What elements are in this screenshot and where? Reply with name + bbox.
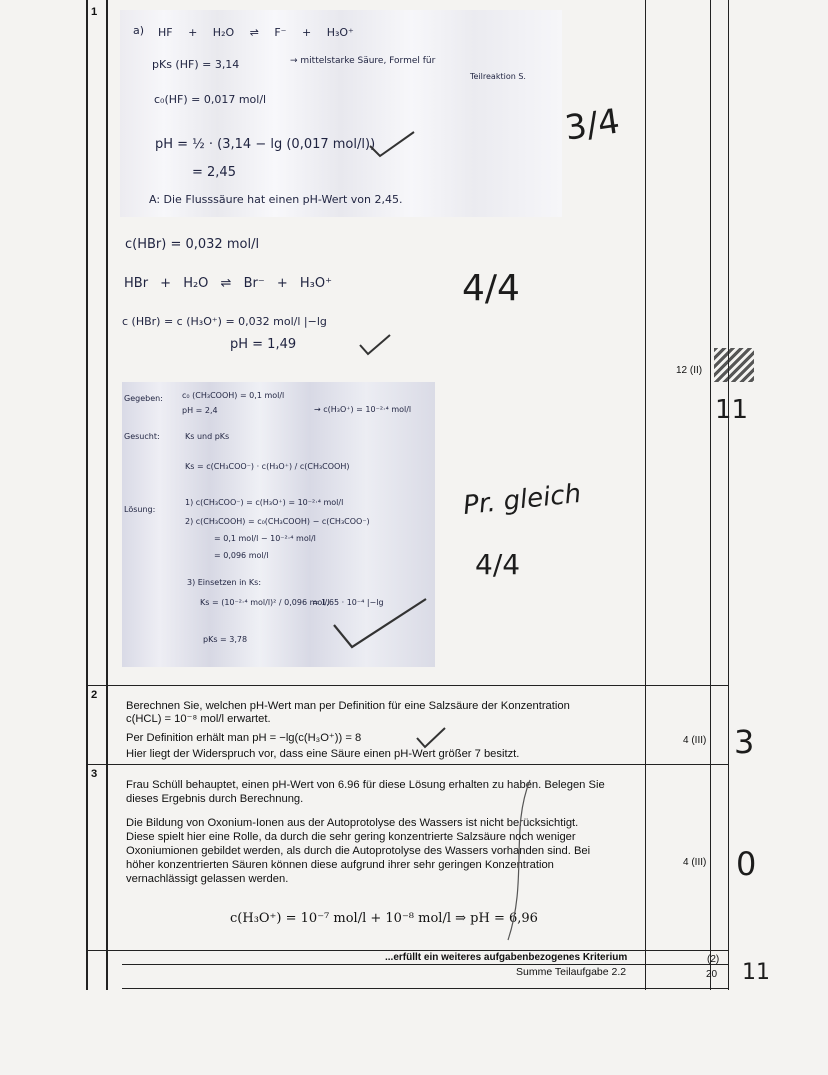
handwriting-photo-a (120, 10, 562, 217)
grader-score-c: 4/4 (475, 548, 521, 581)
points-task1: 12 (II) (676, 365, 703, 376)
row-number-2: 2 (91, 689, 98, 701)
answer-hf: A: Die Flusssäure hat einen pH-Wert von 2,45. (149, 193, 403, 206)
gesucht-values: Ks und pKs (185, 432, 230, 441)
pks-result: pKs = 3,78 (203, 635, 248, 644)
task3-formula: c(H₃O⁺) = 10⁻⁷ mol/l + 10⁻⁸ mol/l ⇒ pH = 6,96 (230, 911, 538, 926)
c0-hf: c₀(HF) = 0,017 mol/l (154, 93, 267, 106)
task3-paragraph-1: Die Bildung von Oxonium-Ionen aus der Autoprotolyse des Wassers ist nicht berücksichtigt. (126, 817, 579, 829)
pks-note-2: Teilreaktion S. (470, 72, 526, 81)
pks-note: → mittelstarke Säure, Formel für (290, 56, 436, 66)
task2-answer-line2: Hier liegt der Widerspruch vor, dass eine Säure einen pH-Wert größer 7 besitzt. (126, 748, 520, 760)
hf-reaction-equation: HF + H₂O ⇌ F⁻ + H₃O⁺ (158, 26, 354, 39)
task2-question: Berechnen Sie, welchen pH-Wert man per Definition für eine Salzsäure der Konzentration (126, 700, 570, 712)
number-column-border (106, 0, 108, 990)
ks-result: = 1,65 · 10⁻⁴ |−lg (312, 598, 384, 607)
grader-score-task2: 3 (734, 723, 755, 761)
row-number-1: 1 (91, 6, 98, 18)
part-a-label: a) (133, 24, 145, 37)
criterion-label: ...erfüllt ein weiteres aufgabenbezogenes Kriterium (385, 952, 628, 963)
task3-question: Frau Schüll behauptet, einen pH-Wert von 6.96 für diese Lösung erhalten zu haben. Belegen Sie (126, 779, 605, 791)
gegeben-c0: c₀ (CH₃COOH) = 0,1 mol/l (182, 391, 285, 400)
grader-strike-icon (500, 770, 540, 950)
grader-crossed-score (714, 348, 754, 382)
grader-score-b: 4/4 (462, 268, 520, 309)
content-right-border (645, 0, 646, 990)
grader-sum-score: 11 (742, 960, 770, 985)
score-right-border (728, 0, 729, 990)
hbr-reaction-equation: HBr + H₂O ⇌ Br⁻ + H₃O⁺ (124, 276, 332, 291)
ks-formula: Ks = c(CH₃COO⁻) · c(H₃O⁺) / c(CH₃COOH) (185, 462, 350, 471)
check-mark-icon (330, 595, 430, 655)
task2-question-concentration: c(HCL) = 10⁻⁸ mol/l erwartet. (126, 713, 271, 725)
points-task2: 4 (III) (683, 735, 707, 746)
sum-points: 20 (706, 969, 718, 980)
loesung-step-5: 3) Einsetzen in Ks: (187, 578, 262, 587)
side-note-pr-gleich: Pr. gleich (461, 478, 583, 522)
ph-result-hbr: pH = 1,49 (230, 337, 297, 352)
loesung-step-2: 2) c(CH₃COOH) = c₀(CH₃COOH) − c(CH₃COO⁻) (185, 517, 370, 526)
loesung-step-3: = 0,1 mol/l − 10⁻²·⁴ mol/l (214, 534, 316, 543)
loesung-step-1: 1) c(CH₃COO⁻) = c(H₃O⁺) = 10⁻²·⁴ mol/l (185, 498, 344, 507)
loesung-label: Lösung: (124, 505, 156, 514)
ks-calculation: Ks = (10⁻²·⁴ mol/l)² / 0,096 mol/l (200, 598, 330, 607)
gegeben-label: Gegeben: (124, 394, 163, 403)
task3-question-2: dieses Ergebnis durch Berechnung. (126, 793, 304, 805)
gesucht-label: Gesucht: (124, 432, 160, 441)
task2-answer-line1: Per Definition erhält man pH = −lg(c(H₃O⁺)) = 8 (126, 732, 362, 744)
task3-paragraph-2: Diese spielt hier eine Rolle, da durch die sehr gering konzentrierte Salzsäure noch weniger (126, 831, 576, 843)
check-mark-icon (368, 130, 418, 160)
task1-bottom-border (86, 685, 728, 686)
check-mark-icon (415, 726, 447, 750)
gegeben-ph: pH = 2,4 (182, 406, 218, 415)
points-task3: 4 (III) (683, 857, 707, 868)
check-mark-icon (358, 333, 392, 357)
gegeben-h3o: → c(H₃O⁺) = 10⁻²·⁴ mol/l (314, 405, 412, 414)
ph-result-hf: = 2,45 (192, 165, 236, 180)
loesung-step-4: = 0,096 mol/l (214, 551, 269, 560)
table-left-border (86, 0, 88, 990)
points-right-border (710, 0, 711, 990)
row-number-3: 3 (91, 768, 98, 780)
c-hbr: c(HBr) = 0,032 mol/l (125, 237, 260, 252)
grader-score-task1: 11 (715, 395, 749, 425)
grader-score-a: 3/4 (562, 101, 623, 149)
task3-paragraph-4: höher konzentrierten Säuren können diese aufgrund ihrer sehr geringen Konzentration (126, 859, 554, 871)
sum-bottom-border (122, 988, 728, 989)
c-equality-hbr: c (HBr) = c (H₃O⁺) = 0,032 mol/l |−lg (122, 315, 327, 328)
task3-paragraph-5: vernachlässigt gelassen werden. (126, 873, 289, 885)
criterion-points: (2) (707, 954, 720, 965)
ph-formula-hf: pH = ½ · (3,14 − lg (0,017 mol/l)) (155, 137, 376, 152)
pks-hf: pKs (HF) = 3,14 (152, 58, 240, 71)
grader-score-task3: 0 (736, 845, 757, 883)
sum-label: Summe Teilaufgabe 2.2 (516, 966, 627, 978)
task2-bottom-border (86, 764, 728, 765)
task3-paragraph-3: Oxoniumionen gebildet werden, als durch die Autoprotolyse des Wassers vorhanden sind. Bei (126, 845, 591, 857)
